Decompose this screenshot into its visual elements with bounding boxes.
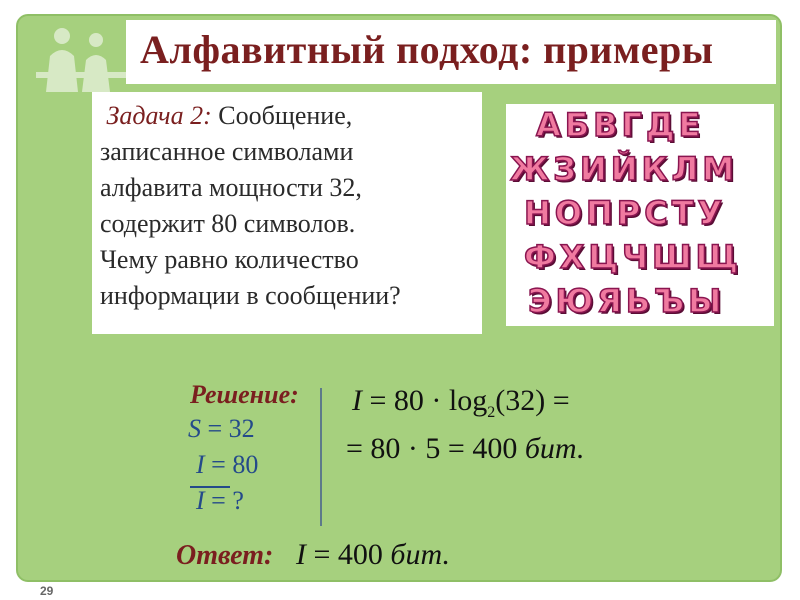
alphabet-row-4	[524, 238, 742, 276]
people-silhouette-icon	[32, 22, 132, 92]
page-number: 29	[40, 584, 54, 598]
task-line-4: содержит 80 символов.	[100, 209, 356, 238]
letter: Р	[616, 194, 645, 232]
formula-calc: = 80 · 5 = 400	[346, 432, 525, 465]
alphabet-row-1	[536, 106, 704, 144]
task-label: Задача 2:	[106, 101, 212, 130]
letter: У	[697, 194, 727, 232]
answer-label: Ответ:	[176, 540, 274, 571]
given-unknown-value: = ?	[204, 486, 244, 515]
letter: Й	[610, 150, 642, 188]
task-line-3: алфавита мощности 32,	[100, 173, 362, 202]
given-s-var: S	[188, 414, 201, 443]
letter: Е	[678, 106, 705, 144]
answer-number: = 400	[306, 538, 391, 571]
letter: З	[553, 150, 580, 188]
letter: Б	[564, 106, 594, 144]
letter: Э	[528, 282, 556, 320]
task-line-5: Чему равно количество	[100, 245, 359, 274]
letter: Ь	[625, 282, 655, 320]
formula-unit: бит.	[524, 432, 585, 465]
task-line-2: записанное символами	[100, 137, 354, 166]
task-line-6: информации в сообщении?	[100, 281, 401, 310]
given-i-var: I	[196, 450, 205, 479]
given-s-value: = 32	[201, 414, 255, 443]
formula-part: (32) =	[495, 384, 570, 417]
solution-divider	[320, 388, 322, 526]
alphabet-row-2	[510, 150, 738, 188]
task-line-1	[100, 98, 482, 134]
letter: Д	[645, 106, 679, 144]
letter: Н	[524, 194, 555, 232]
letter: П	[585, 194, 617, 232]
answer-var: I	[296, 538, 306, 571]
letter: Л	[671, 150, 703, 188]
alphabet-row-5	[528, 282, 725, 320]
letter: Т	[671, 194, 698, 232]
letter: М	[702, 150, 739, 188]
letter: Ш	[651, 238, 696, 276]
formula-var: I	[352, 384, 362, 417]
given-unknown	[196, 486, 244, 516]
letter: Ы	[688, 282, 726, 320]
letter: Ю	[555, 282, 598, 320]
given-unknown-var: I	[196, 486, 205, 515]
task-line-1-text: Сообщение,	[218, 101, 353, 130]
given-i-value: = 80	[204, 450, 259, 479]
letter: И	[579, 150, 611, 188]
letter: С	[644, 194, 672, 232]
letter: О	[554, 194, 586, 232]
letter: Ф	[524, 238, 560, 276]
formula-line-1	[352, 384, 570, 422]
answer-unit: бит.	[390, 538, 451, 571]
alphabet-image	[506, 104, 774, 326]
letter: Ж	[510, 150, 554, 188]
formula-part: = 80 · log	[362, 384, 488, 417]
answer-value	[296, 538, 450, 572]
page-title: Алфавитный подход: примеры	[140, 27, 714, 72]
formula-subscript: 2	[487, 404, 496, 421]
task-text	[100, 98, 482, 314]
letter: Я	[597, 282, 626, 320]
given-s	[188, 414, 255, 444]
letter: Ъ	[654, 282, 689, 320]
given-i	[196, 450, 258, 480]
letter: Щ	[695, 238, 742, 276]
solution-label: Решение:	[190, 380, 299, 409]
letter: А	[536, 106, 565, 144]
letter: В	[593, 106, 622, 144]
letter: Ц	[588, 238, 623, 276]
alphabet-row-3	[524, 194, 726, 232]
formula-line-2	[346, 432, 584, 466]
letter: Х	[559, 238, 589, 276]
letter: Г	[621, 106, 646, 144]
letter: Ч	[622, 238, 652, 276]
letter: К	[641, 150, 672, 188]
